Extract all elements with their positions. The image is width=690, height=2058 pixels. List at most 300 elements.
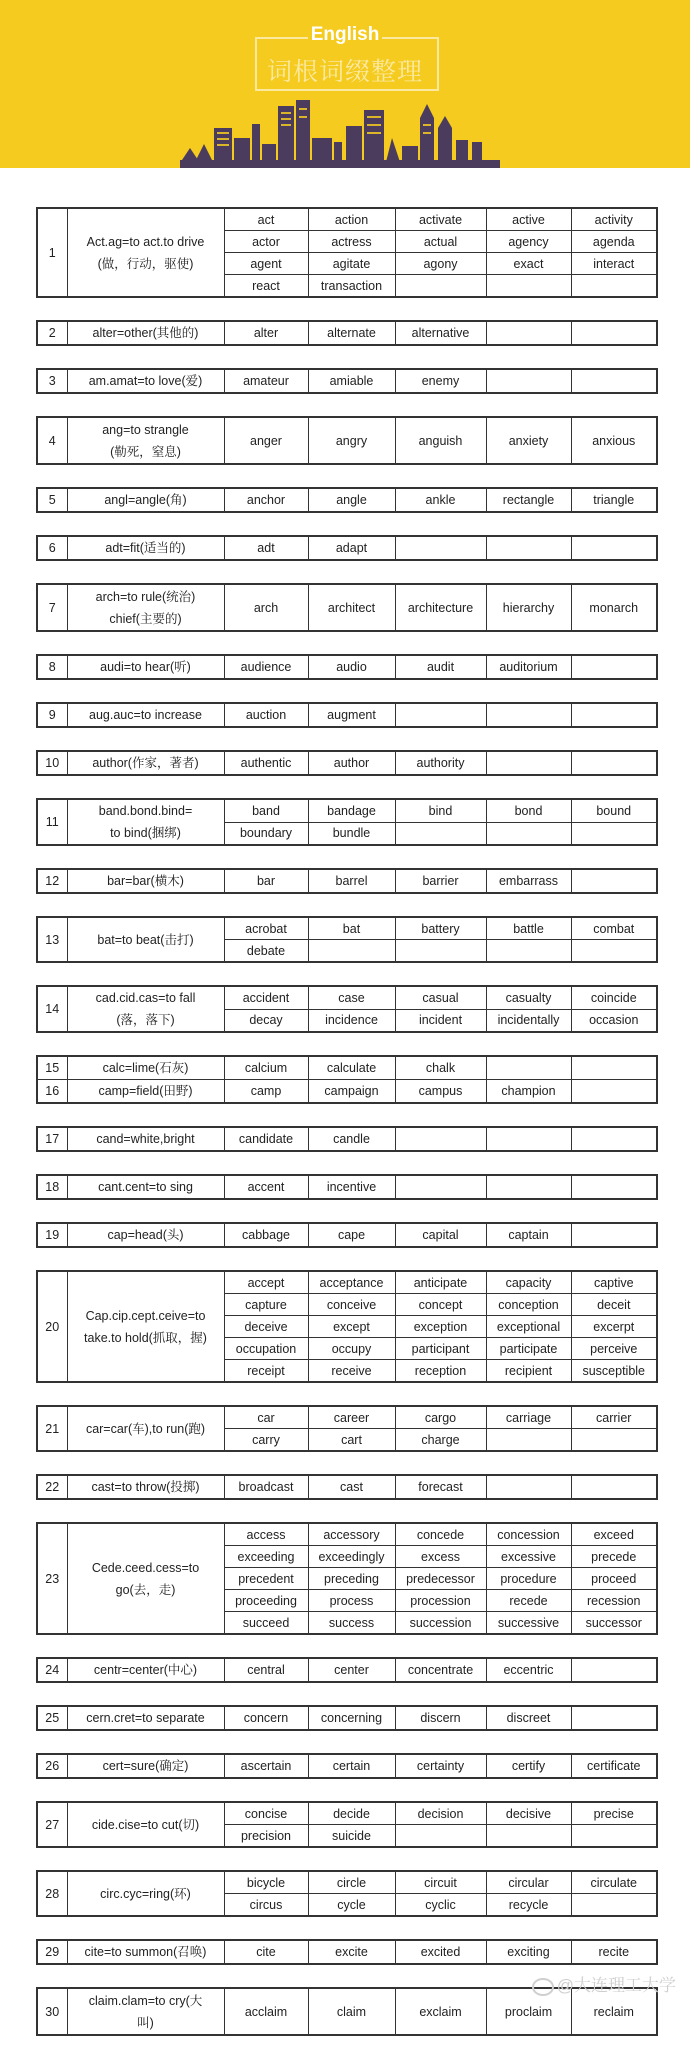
root-table <box>36 487 658 513</box>
word-cell: precedent <box>224 1568 308 1590</box>
word-cell: acclaim <box>224 1988 308 2035</box>
word-cell: broadcast <box>224 1475 308 1499</box>
word-cell <box>486 822 571 845</box>
word-cell: activity <box>571 208 657 231</box>
word-cell: excessive <box>486 1546 571 1568</box>
root-definition <box>67 1056 224 1080</box>
word-cell: triangle <box>571 488 657 512</box>
word-cell <box>395 822 486 845</box>
root-line: bar=bar(横木) <box>107 874 184 888</box>
entry-number: 20 <box>37 1271 67 1382</box>
word-cell: hierarchy <box>486 584 571 631</box>
root-table <box>36 1126 658 1152</box>
root-line: cand=white,bright <box>96 1132 195 1146</box>
word-cell <box>571 1223 657 1247</box>
word-cell: angry <box>308 417 395 464</box>
table-row <box>37 751 657 775</box>
word-cell: certain <box>308 1754 395 1778</box>
word-cell: incentive <box>308 1175 395 1199</box>
word-cell: successive <box>486 1612 571 1635</box>
word-cell <box>571 1658 657 1682</box>
word-cell: concise <box>224 1802 308 1825</box>
root-definition <box>67 917 224 962</box>
entry-number: 23 <box>37 1523 67 1634</box>
word-cell: exclaim <box>395 1988 486 2035</box>
word-cell: capture <box>224 1294 308 1316</box>
word-cell: excess <box>395 1546 486 1568</box>
word-cell: barrel <box>308 869 395 893</box>
word-cell <box>486 1825 571 1848</box>
word-cell <box>395 1127 486 1151</box>
word-cell: certainty <box>395 1754 486 1778</box>
root-line: calc=lime(石灰) <box>102 1061 189 1075</box>
word-cell: concede <box>395 1523 486 1546</box>
word-cell: exceeding <box>224 1546 308 1568</box>
entry-number: 12 <box>37 869 67 893</box>
root-table <box>36 1753 658 1779</box>
word-cell <box>486 1056 571 1080</box>
entry-number: 25 <box>37 1706 67 1730</box>
word-cell: reclaim <box>571 1988 657 2035</box>
root-line: aug.auc=to increase <box>89 708 202 722</box>
word-cell: acrobat <box>224 917 308 940</box>
word-cell <box>571 1429 657 1452</box>
entry-number: 2 <box>37 321 67 345</box>
entry-number: 28 <box>37 1871 67 1916</box>
word-cell: bicycle <box>224 1871 308 1894</box>
entry-number: 15 <box>37 1056 67 1080</box>
root-definition <box>67 321 224 345</box>
entry-number: 26 <box>37 1754 67 1778</box>
word-cell: concession <box>486 1523 571 1546</box>
word-cell <box>571 1080 657 1104</box>
word-cell: success <box>308 1612 395 1635</box>
root-table <box>36 702 658 728</box>
table-row <box>37 1706 657 1730</box>
word-cell: recite <box>571 1940 657 1964</box>
word-cell <box>571 369 657 393</box>
word-cell: concern <box>224 1706 308 1730</box>
root-line: go(去，走) <box>115 1582 176 1597</box>
word-cell <box>395 1175 486 1199</box>
word-cell: candidate <box>224 1127 308 1151</box>
word-cell: concerning <box>308 1706 395 1730</box>
root-table <box>36 1222 658 1248</box>
word-cell <box>571 1825 657 1848</box>
word-cell: agent <box>224 253 308 275</box>
root-definition <box>67 1658 224 1682</box>
root-line: to bind(捆绑) <box>110 826 181 840</box>
word-cell: anguish <box>395 417 486 464</box>
table-row <box>37 208 657 231</box>
word-cell: precise <box>571 1802 657 1825</box>
table-row <box>37 1223 657 1247</box>
watermark-text: @大连理工大学 <box>556 1976 676 1995</box>
word-cell: decisive <box>486 1802 571 1825</box>
root-definition <box>67 1754 224 1778</box>
word-cell <box>486 536 571 560</box>
table-row <box>37 917 657 940</box>
entry-number: 5 <box>37 488 67 512</box>
table-row <box>37 321 657 345</box>
root-line: cap=head(头) <box>107 1228 184 1242</box>
root-definition <box>67 1523 224 1634</box>
word-cell: audio <box>308 655 395 679</box>
root-definition <box>67 488 224 512</box>
word-cell: susceptible <box>571 1360 657 1383</box>
table-row <box>37 1475 657 1499</box>
root-table <box>36 1522 658 1635</box>
root-definition <box>67 655 224 679</box>
table-row <box>37 1271 657 1294</box>
root-line: car=car(车),to run(跑) <box>85 1421 206 1436</box>
table-row <box>37 584 657 631</box>
root-table <box>36 207 658 298</box>
city-skyline-icon <box>180 98 500 168</box>
word-cell: exceptional <box>486 1316 571 1338</box>
word-cell: center <box>308 1658 395 1682</box>
word-cell: cycle <box>308 1894 395 1917</box>
root-definition <box>67 1223 224 1247</box>
word-cell <box>486 1475 571 1499</box>
word-cell: action <box>308 208 395 231</box>
root-line: Act.ag=to act.to drive <box>86 234 205 249</box>
title-chinese: 词根词缀整理 <box>266 58 423 86</box>
root-line: cite=to summon(召唤) <box>84 1945 207 1959</box>
table-row <box>37 369 657 393</box>
word-cell: alter <box>224 321 308 345</box>
word-cell: alternative <box>395 321 486 345</box>
word-cell: casualty <box>486 986 571 1009</box>
root-table <box>36 535 658 561</box>
word-cell: car <box>224 1406 308 1429</box>
word-cell: react <box>224 275 308 298</box>
root-table <box>36 416 658 465</box>
word-cell <box>571 1894 657 1917</box>
root-definition <box>67 208 224 297</box>
entry-number: 14 <box>37 986 67 1032</box>
word-cell <box>571 1475 657 1499</box>
root-line: band.bond.bind= <box>98 804 193 818</box>
root-line: Cap.cip.cept.ceive=to <box>85 1308 206 1323</box>
word-cell: certificate <box>571 1754 657 1778</box>
root-table <box>36 798 658 846</box>
root-table <box>36 1705 658 1731</box>
root-line: Cede.ceed.cess=to <box>91 1560 200 1575</box>
word-cell: monarch <box>571 584 657 631</box>
word-cell: anchor <box>224 488 308 512</box>
word-cell: except <box>308 1316 395 1338</box>
word-cell <box>571 940 657 963</box>
entry-number: 27 <box>37 1802 67 1847</box>
word-cell: recession <box>571 1590 657 1612</box>
root-definition <box>67 1988 224 2035</box>
word-cell: perceive <box>571 1338 657 1360</box>
table-row <box>37 799 657 822</box>
root-definition <box>67 1802 224 1847</box>
root-definition <box>67 1175 224 1199</box>
word-cell <box>486 369 571 393</box>
weibo-icon <box>532 1978 554 1996</box>
root-definition <box>67 799 224 845</box>
word-cell: accident <box>224 986 308 1009</box>
root-table <box>36 654 658 680</box>
word-cell: central <box>224 1658 308 1682</box>
root-table <box>36 1801 658 1848</box>
root-definition <box>67 869 224 893</box>
word-cell: predecessor <box>395 1568 486 1590</box>
word-cell: procedure <box>486 1568 571 1590</box>
root-table <box>36 916 658 963</box>
word-cell: active <box>486 208 571 231</box>
word-cell: bundle <box>308 822 395 845</box>
entry-number: 17 <box>37 1127 67 1151</box>
root-definition <box>67 536 224 560</box>
root-definition <box>67 1706 224 1730</box>
root-definition <box>67 1940 224 1964</box>
word-cell: eccentric <box>486 1658 571 1682</box>
root-line: cant.cent=to sing <box>98 1180 193 1194</box>
word-cell: alternate <box>308 321 395 345</box>
root-table <box>36 868 658 894</box>
entry-number: 30 <box>37 1988 67 2035</box>
word-cell: architecture <box>395 584 486 631</box>
word-cell: authority <box>395 751 486 775</box>
entry-number: 9 <box>37 703 67 727</box>
word-cell: actor <box>224 231 308 253</box>
word-cell: embarrass <box>486 869 571 893</box>
word-cell: capital <box>395 1223 486 1247</box>
table-row <box>37 1871 657 1894</box>
word-cell: circuit <box>395 1871 486 1894</box>
word-cell: claim <box>308 1988 395 2035</box>
word-cell: bat <box>308 917 395 940</box>
word-cell: auction <box>224 703 308 727</box>
entry-number: 13 <box>37 917 67 962</box>
header-banner <box>0 0 690 168</box>
word-cell: calculate <box>308 1056 395 1080</box>
word-cell: activate <box>395 208 486 231</box>
root-definition <box>67 1406 224 1451</box>
entry-number: 19 <box>37 1223 67 1247</box>
entry-number: 16 <box>37 1080 67 1104</box>
word-cell: cyclic <box>395 1894 486 1917</box>
word-cell <box>571 1175 657 1199</box>
table-row <box>37 1406 657 1429</box>
word-cell: access <box>224 1523 308 1546</box>
title-english <box>0 24 690 46</box>
word-cell: receipt <box>224 1360 308 1383</box>
table-row <box>37 1127 657 1151</box>
root-line: circ.cyc=ring(环) <box>100 1886 191 1901</box>
word-cell: battle <box>486 917 571 940</box>
word-cell <box>571 1056 657 1080</box>
word-cell <box>486 1127 571 1151</box>
word-cell: rectangle <box>486 488 571 512</box>
word-cell <box>486 321 571 345</box>
word-cell: case <box>308 986 395 1009</box>
word-cell: bar <box>224 869 308 893</box>
word-cell: incidentally <box>486 1009 571 1032</box>
word-cell <box>395 1825 486 1848</box>
word-cell: campus <box>395 1080 486 1104</box>
word-cell: recede <box>486 1590 571 1612</box>
word-cell: captive <box>571 1271 657 1294</box>
root-table <box>36 320 658 346</box>
table-row <box>37 488 657 512</box>
word-cell: ankle <box>395 488 486 512</box>
word-cell: cart <box>308 1429 395 1452</box>
word-cell: anxiety <box>486 417 571 464</box>
word-cell: boundary <box>224 822 308 845</box>
word-cell: cabbage <box>224 1223 308 1247</box>
word-cell <box>395 940 486 963</box>
entry-number: 10 <box>37 751 67 775</box>
word-cell: bond <box>486 799 571 822</box>
table-row <box>37 1940 657 1964</box>
word-cell <box>486 1429 571 1452</box>
root-line: adt=fit(适当的) <box>105 541 186 555</box>
word-cell: suicide <box>308 1825 395 1848</box>
word-cell: audience <box>224 655 308 679</box>
table-row <box>37 1056 657 1080</box>
word-cell: process <box>308 1590 395 1612</box>
word-cell <box>571 655 657 679</box>
root-line: cad.cid.cas=to fall <box>95 991 196 1005</box>
root-table <box>36 1870 658 1917</box>
root-table <box>36 1474 658 1500</box>
root-table <box>36 1939 658 1965</box>
word-cell: reception <box>395 1360 486 1383</box>
word-cell <box>571 1706 657 1730</box>
word-cell: band <box>224 799 308 822</box>
word-cell: ascertain <box>224 1754 308 1778</box>
root-line: am.amat=to love(爱) <box>88 374 203 388</box>
root-line: cern.cret=to separate <box>86 1711 205 1725</box>
root-definition <box>67 986 224 1032</box>
word-cell: agency <box>486 231 571 253</box>
root-definition <box>67 751 224 775</box>
table-row <box>37 1080 657 1104</box>
root-definition <box>67 703 224 727</box>
word-cell: precision <box>224 1825 308 1848</box>
table-row <box>37 1658 657 1682</box>
word-cell: proclaim <box>486 1988 571 2035</box>
word-cell: discreet <box>486 1706 571 1730</box>
word-cell: anger <box>224 417 308 464</box>
word-cell: circus <box>224 1894 308 1917</box>
word-cell: exception <box>395 1316 486 1338</box>
root-line: audi=to hear(听) <box>100 660 191 674</box>
word-cell: campaign <box>308 1080 395 1104</box>
root-definition <box>67 584 224 631</box>
title-english-text: English <box>308 24 383 45</box>
table-row <box>37 986 657 1009</box>
word-cell: barrier <box>395 869 486 893</box>
entry-number: 4 <box>37 417 67 464</box>
word-cell: author <box>308 751 395 775</box>
word-cell: anticipate <box>395 1271 486 1294</box>
word-cell: interact <box>571 253 657 275</box>
word-cell: succession <box>395 1612 486 1635</box>
root-line: ang=to strangle <box>102 422 189 437</box>
word-cell: excite <box>308 1940 395 1964</box>
word-cell: occupy <box>308 1338 395 1360</box>
word-cell <box>395 703 486 727</box>
entry-number: 3 <box>37 369 67 393</box>
watermark <box>532 1971 676 1996</box>
entry-number: 24 <box>37 1658 67 1682</box>
word-cell: camp <box>224 1080 308 1104</box>
word-cell: casual <box>395 986 486 1009</box>
word-cell: carriage <box>486 1406 571 1429</box>
root-line: cert=sure(确定) <box>102 1759 189 1773</box>
word-cell: augment <box>308 703 395 727</box>
word-cell: career <box>308 1406 395 1429</box>
word-cell <box>395 275 486 298</box>
word-cell: architect <box>308 584 395 631</box>
word-cell <box>486 1175 571 1199</box>
word-cell: exciting <box>486 1940 571 1964</box>
root-line: bat=to beat(击打) <box>97 932 194 947</box>
root-line: 叫) <box>137 2015 154 2030</box>
table-row <box>37 536 657 560</box>
root-line: cast=to throw(投掷) <box>91 1480 200 1494</box>
word-cell: deceit <box>571 1294 657 1316</box>
word-cell: adt <box>224 536 308 560</box>
word-cell <box>308 940 395 963</box>
word-cell: forecast <box>395 1475 486 1499</box>
word-cell: combat <box>571 917 657 940</box>
word-cell: conceive <box>308 1294 395 1316</box>
word-cell: accept <box>224 1271 308 1294</box>
word-cell <box>571 321 657 345</box>
root-line: (做，行动，驱使) <box>97 256 194 271</box>
word-cell: preceding <box>308 1568 395 1590</box>
word-cell: proceeding <box>224 1590 308 1612</box>
word-cell <box>571 275 657 298</box>
root-line: arch=to rule(统治) <box>95 589 196 604</box>
word-cell: circular <box>486 1871 571 1894</box>
root-line: author(作家，著者) <box>92 756 199 770</box>
word-cell: occupation <box>224 1338 308 1360</box>
root-definition <box>67 369 224 393</box>
root-definition <box>67 1271 224 1382</box>
word-cell <box>486 940 571 963</box>
entry-number: 18 <box>37 1175 67 1199</box>
word-cell: circulate <box>571 1871 657 1894</box>
word-cell: exceed <box>571 1523 657 1546</box>
word-cell: recycle <box>486 1894 571 1917</box>
word-cell: adapt <box>308 536 395 560</box>
word-cell: proceed <box>571 1568 657 1590</box>
table-row <box>37 1802 657 1825</box>
root-line: chief(主要的) <box>109 611 182 626</box>
word-cell: excerpt <box>571 1316 657 1338</box>
word-cell: agony <box>395 253 486 275</box>
word-cell: captain <box>486 1223 571 1247</box>
word-cell: bind <box>395 799 486 822</box>
table-row <box>37 417 657 464</box>
word-cell <box>486 275 571 298</box>
entry-number: 7 <box>37 584 67 631</box>
root-table <box>36 583 658 632</box>
word-cell: amateur <box>224 369 308 393</box>
entry-number: 1 <box>37 208 67 297</box>
word-cell: agenda <box>571 231 657 253</box>
word-cell: cape <box>308 1223 395 1247</box>
root-table <box>36 1405 658 1452</box>
